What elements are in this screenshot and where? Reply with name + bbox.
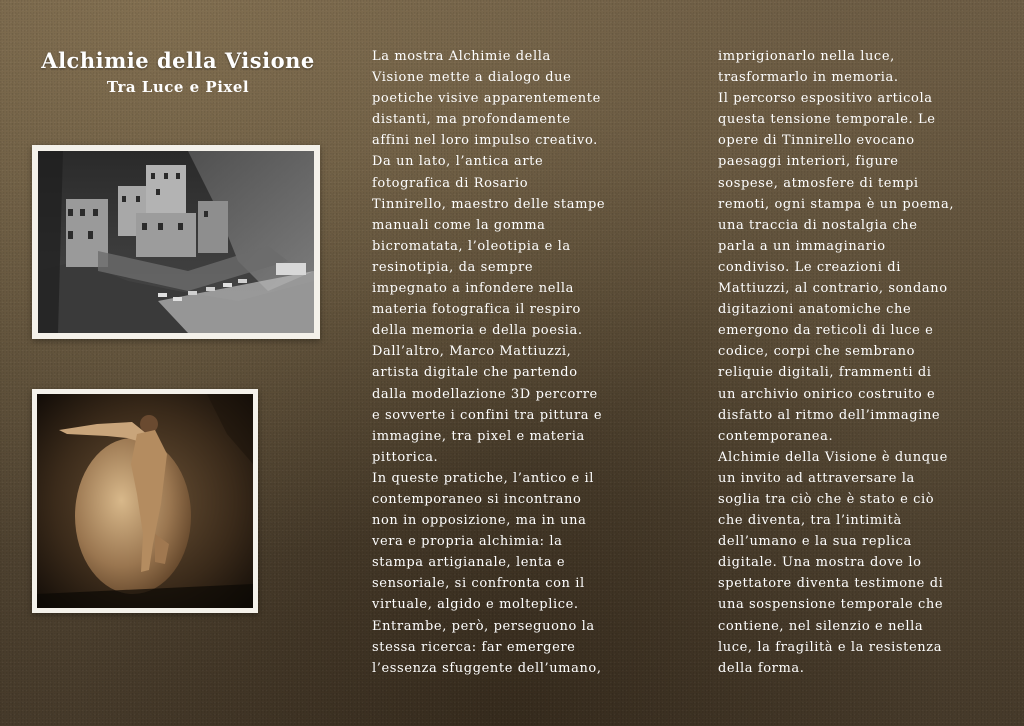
figure-egg-image xyxy=(37,394,253,608)
title-block xyxy=(30,48,326,98)
photo-figure-egg-print xyxy=(32,389,258,613)
photo-village-print xyxy=(32,145,320,339)
page-title: Alchimie della Visione xyxy=(41,48,315,73)
text-column-right: imprigionarlo nella luce, trasformarlo in memoria. Il percorso espositivo articola questa tensione temporale. Le opere di Tinnirello evocano paesaggi interiori, figure sospese, atmosfere di tempi remoti, ogni stampa è un poema, una traccia di nostalgia che parla a un immaginario condiviso. Le creazioni di Mattiuzzi, al contrario, sondano digitazioni anatomiche che emergono da reticoli di luce e codice, corpi che sembrano reliquie digitali, frammenti di un archivio onirico costruito e disfatto al ritmo dell’immagine contemporanea. Alchimie della Visione è dunque un invito ad attraversare la soglia tra ciò che è stato e ciò che diventa, tra l’intimità dell’umano e la sua replica digitale. Una mostra dove lo spettatore diventa testimone di una sospensione temporale che contiene, nel silenzio e nella luce, la fragilità e la resistenza della forma. xyxy=(718,49,955,676)
page-subtitle: Tra Luce e Pixel xyxy=(106,78,250,96)
text-column-left: La mostra Alchimie della Visione mette a dialogo due poetiche visive apparentemente distanti, ma profondamente affini nel loro impulso creativo. Da un lato, l’antica arte fotografica di Rosario Tinnirello, maestro delle stampe manuali come la gomma bicromatata, l’oleotipia e la resinotipia, da sempre impegnato a infondere nella materia fotografica il respiro della memoria e della poesia. Dall’altro, Marco Mattiuzzi, artista digitale che partendo dalla modellazione 3D percorre e sovverte i confini tra pittura e immagine, tra pixel e materia pittorica. In queste pratiche, l’antico e il contemporaneo si incontrano non in opposizione, ma in una vera e propria alchimia: la stampa artigianale, lenta e sensoriale, si confronta con il virtuale, algido e molteplice. Entrambe, però, perseguono la stessa ricerca: far emergere l’essenza sfuggente dell’umano, xyxy=(372,49,606,676)
village-image xyxy=(38,151,314,333)
